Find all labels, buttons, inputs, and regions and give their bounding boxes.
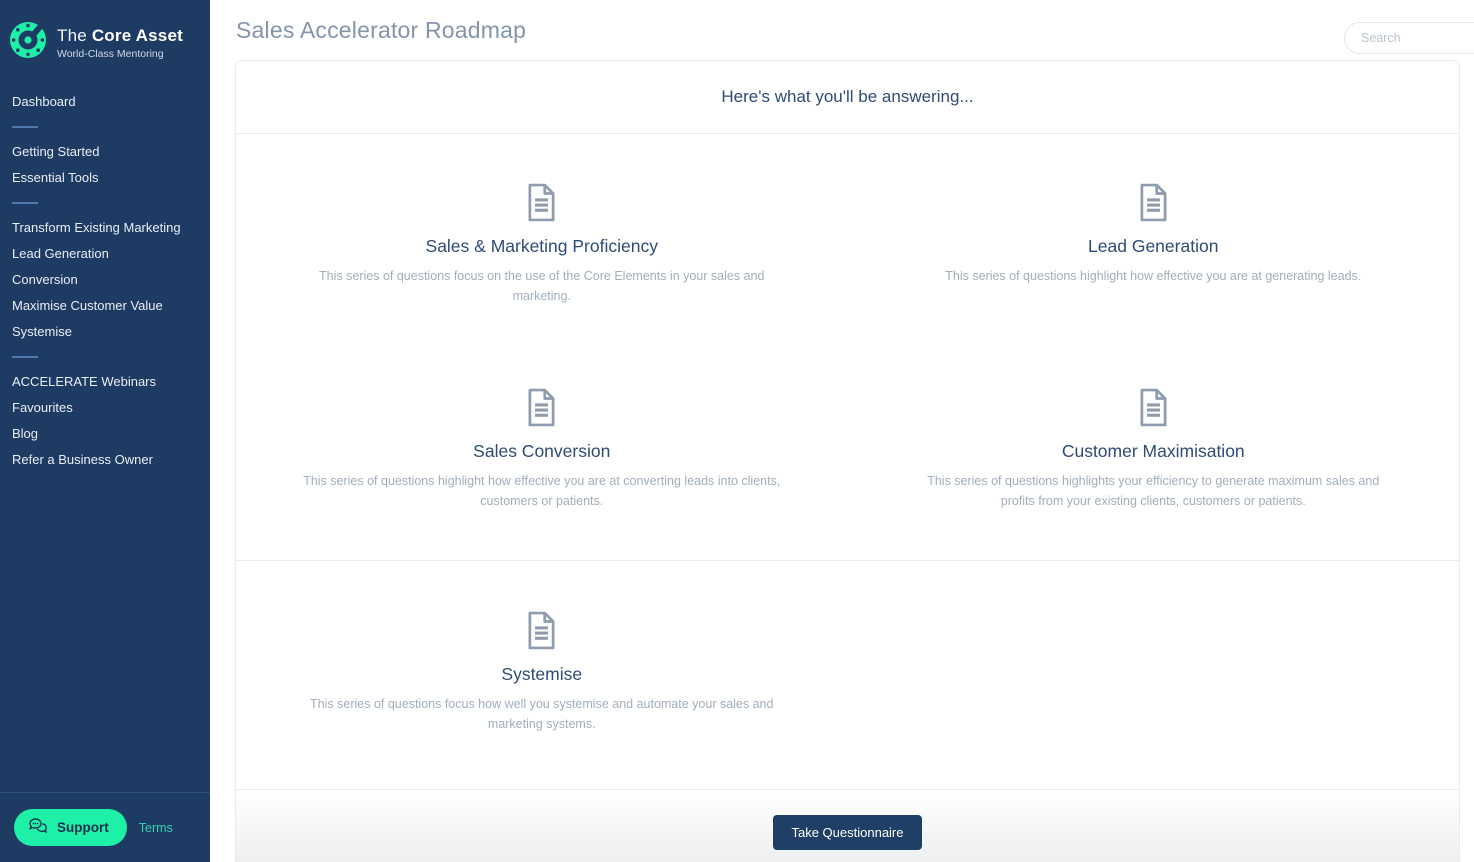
module-title: Customer Maximisation — [1061, 440, 1245, 461]
module-sales-marketing-proficiency — [236, 183, 848, 388]
empty-grid-cell — [848, 611, 1460, 789]
sidebar-item-dashboard[interactable]: Dashboard — [12, 94, 76, 109]
module-title: Sales Conversion — [473, 440, 611, 461]
brand-text — [57, 26, 183, 60]
support-button[interactable] — [14, 809, 127, 846]
document-icon — [848, 183, 1460, 223]
page-title: Sales Accelerator Roadmap — [236, 16, 527, 43]
document-icon — [236, 183, 848, 223]
module-description: This series of questions focus how well you systemise and automate your sales and marketing systems. — [310, 697, 774, 732]
intro-row — [236, 61, 1459, 133]
nav-divider — [12, 356, 38, 358]
search-input[interactable] — [1344, 22, 1474, 54]
sidebar-item-favourites[interactable]: Favourites — [12, 400, 73, 415]
brand-dial-icon — [8, 20, 48, 65]
document-icon — [236, 611, 848, 651]
module-description: This series of questions highlights your efficiency to generate maximum sales and profits from your existing clients, customers or patients. — [927, 473, 1380, 508]
sidebar-item-lead-generation[interactable]: Lead Generation — [12, 246, 109, 261]
sidebar-item-blog[interactable]: Blog — [12, 426, 39, 441]
sidebar-item-accelerate-webinars[interactable]: ACCELERATE Webinars — [12, 374, 157, 389]
sidebar-item-transform-existing-marketing[interactable]: Transform Existing Marketing — [12, 220, 181, 235]
sidebar-item-maximise-customer-value[interactable]: Maximise Customer Value — [12, 298, 163, 313]
take-questionnaire-button[interactable]: Take Questionnaire — [773, 815, 921, 850]
brand-tagline: World-Class Mentoring — [57, 47, 164, 60]
module-customer-maximisation — [848, 388, 1460, 560]
module-description: This series of questions focus on the use of the Core Elements in your sales and marketing. — [319, 268, 765, 303]
nav-divider — [12, 126, 38, 128]
sidebar-item-systemise[interactable]: Systemise — [12, 324, 72, 339]
sidebar-nav — [0, 89, 210, 473]
sidebar-footer — [0, 792, 210, 862]
module-lead-generation — [848, 183, 1460, 388]
cta-bar — [236, 790, 1459, 862]
main-content — [210, 0, 1474, 862]
support-label: Support — [57, 820, 109, 835]
module-title: Sales & Marketing Proficiency — [425, 235, 658, 256]
document-icon — [236, 388, 848, 428]
chat-bubbles-icon — [28, 818, 50, 837]
sidebar-item-essential-tools[interactable]: Essential Tools — [12, 170, 99, 185]
nav-divider — [12, 202, 38, 204]
sidebar — [0, 0, 210, 862]
modules-grid-top — [236, 134, 1459, 560]
document-icon — [848, 388, 1460, 428]
module-title: Systemise — [501, 664, 583, 685]
roadmap-panel — [235, 60, 1460, 862]
brand-logo[interactable] — [0, 0, 210, 83]
intro-heading: Here's what you'll be answering... — [721, 86, 974, 106]
terms-link[interactable]: Terms — [138, 820, 173, 835]
module-description: This series of questions highlight how effective you are at generating leads. — [945, 268, 1362, 283]
module-description: This series of questions highlight how effective you are at converting leads into clients, customers or patients. — [303, 473, 781, 508]
module-systemise — [236, 611, 848, 789]
sidebar-item-refer-a-business-owner[interactable]: Refer a Business Owner — [12, 452, 153, 467]
main-header — [210, 0, 1474, 60]
sidebar-item-conversion[interactable]: Conversion — [12, 272, 78, 287]
sidebar-item-getting-started[interactable]: Getting Started — [12, 144, 100, 159]
module-sales-conversion — [236, 388, 848, 560]
modules-grid-bottom — [236, 561, 1459, 789]
brand-name: The Core Asset — [57, 25, 183, 45]
module-title: Lead Generation — [1088, 235, 1219, 256]
